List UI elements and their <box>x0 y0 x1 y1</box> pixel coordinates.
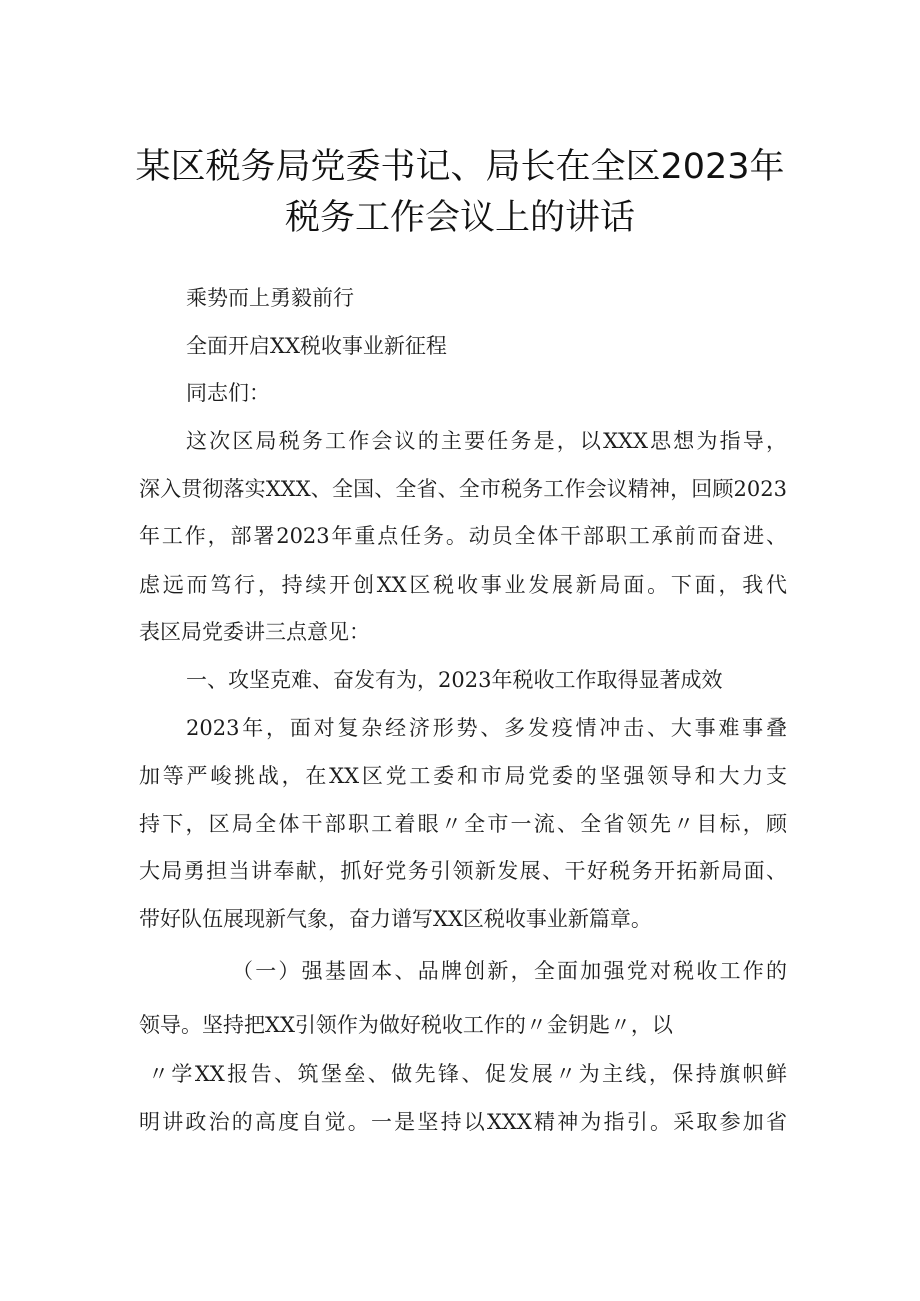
paragraph-2-line: 2023年，面对复杂经济形势、多发疫情冲击、大事难事叠 <box>186 716 787 740</box>
document-title-line-1: 某区税务局党委书记、局长在全区2023年 <box>135 147 785 187</box>
salutation: 同志们： <box>186 381 270 405</box>
paragraph-2-line: 加等严峻挑战，在XX区党工委和市局党委的坚强领导和大力支 <box>139 764 787 788</box>
subtitle-line-1: 乘势而上勇毅前行 <box>186 286 354 310</box>
paragraph-2-line: 大局勇担当讲奉献，抓好党务引领新发展、干好税务开拓新局面、 <box>139 859 787 883</box>
paragraph-1-line: 年工作，部署2023年重点任务。动员全体干部职工承前而奋进、 <box>139 524 787 548</box>
paragraph-1-line: 深入贯彻落实XXX、全国、全省、全市税务工作会议精神，回顾2023 <box>139 477 787 501</box>
paragraph-2-line: 带好队伍展现新气象，奋力谱写XX区税收事业新篇章。 <box>139 907 652 931</box>
paragraph-3-line: 领导。坚持把XX引领作为做好税收工作的〃金钥匙〃，以 <box>139 1013 673 1037</box>
paragraph-3-line: （一）强基固本、品牌创新，全面加强党对税收工作的 <box>232 959 787 983</box>
paragraph-1-line: 表区局党委讲三点意见： <box>139 620 370 644</box>
paragraph-1-line: 这次区局税务工作会议的主要任务是，以XXX思想为指导， <box>186 429 787 453</box>
paragraph-1-line: 虑远而笃行，持续开创XX区税收事业发展新局面。下面，我代 <box>139 573 787 597</box>
paragraph-3-line: 〃学XX报告、筑堡垒、做先锋、促发展〃为主线，保持旗帜鲜 <box>148 1062 787 1086</box>
document-title-line-2: 税务工作会议上的讲话 <box>284 198 635 238</box>
subtitle-line-2: 全面开启XX税收事业新征程 <box>186 334 447 358</box>
paragraph-3-line: 明讲政治的高度自觉。一是坚持以XXX精神为指引。采取参加省 <box>139 1110 787 1134</box>
paragraph-2-line: 持下，区局全体干部职工着眼〃全市一流、全省领先〃目标，顾 <box>139 812 787 836</box>
section-heading-1: 一、攻坚克难、奋发有为，2023年税收工作取得显著成效 <box>186 668 723 692</box>
